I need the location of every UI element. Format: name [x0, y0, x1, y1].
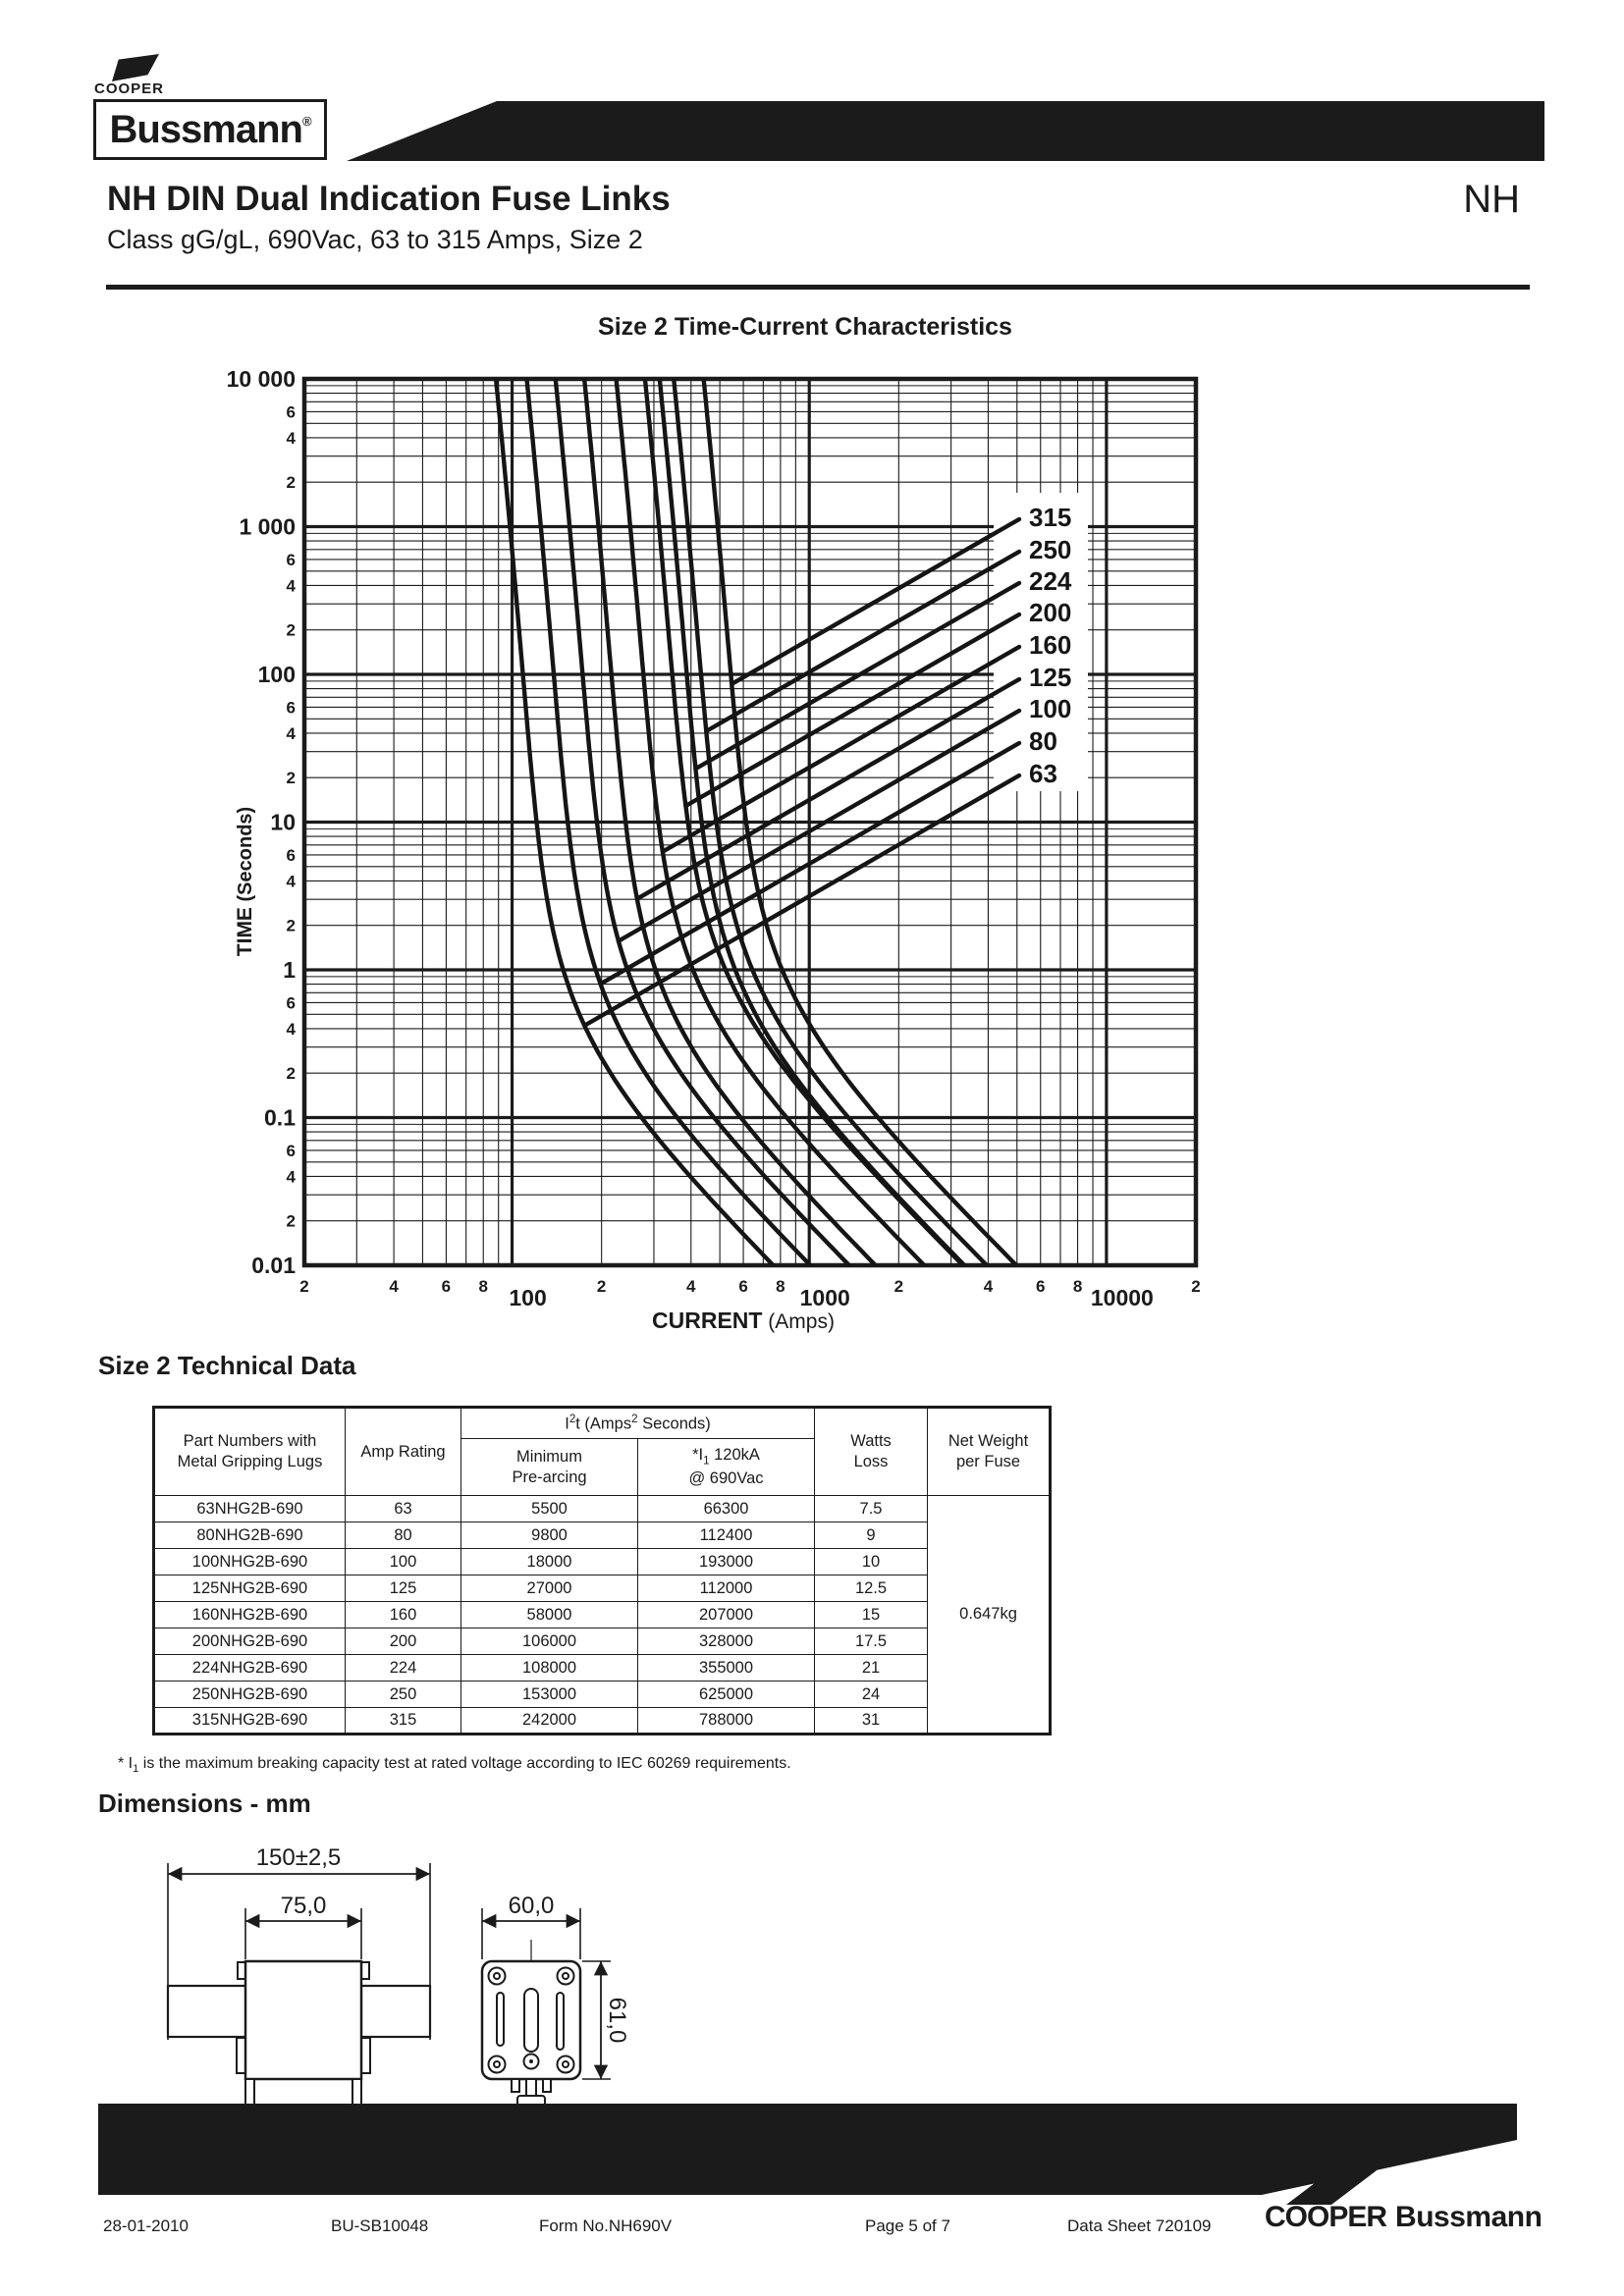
table-row — [154, 1682, 1051, 1708]
x-tick-label: 2 — [1191, 1277, 1201, 1296]
bussmann-wordmark: Bussmann — [109, 107, 302, 151]
min-prearcing-cell: 27000 — [461, 1575, 638, 1602]
amp-rating-cell: 63 — [346, 1496, 461, 1522]
cooper-bussmann-logo — [1265, 2201, 1542, 2234]
fuse-curves — [496, 379, 1023, 1273]
table-footnote: * $I_1$ is the maximum breaking capacity test at rated voltage according to IEC 60269 requirements. — [118, 1755, 791, 1776]
y-tick-label: 6 — [286, 993, 296, 1013]
watts-loss-cell: 21 — [815, 1655, 928, 1682]
min-prearcing-cell: 153000 — [461, 1682, 638, 1708]
footer-date: 28-01-2010 — [103, 2216, 189, 2235]
i1-cell: 625000 — [638, 1682, 815, 1708]
striker-tab-right — [543, 2079, 551, 2092]
min-prearcing-cell: 9800 — [461, 1522, 638, 1549]
striker-pin — [526, 2079, 536, 2096]
x-axis-title-main: CURRENT — [652, 1308, 763, 1333]
watts-loss-cell: 24 — [815, 1682, 928, 1708]
fuse-body-front — [245, 1961, 361, 2079]
y-tick-label: 4 — [286, 428, 296, 448]
amp-rating-cell: 250 — [346, 1682, 461, 1708]
part-number-cell: 100NHG2B-690 — [154, 1549, 346, 1575]
curve-315 — [704, 379, 1024, 1273]
watts-loss-cell: 12.5 — [815, 1575, 928, 1602]
i1-cell: 788000 — [638, 1708, 815, 1735]
y-tick-label: 6 — [286, 402, 296, 422]
net-weight-cell: 0.647kg — [928, 1496, 1051, 1735]
part-number-cell: 200NHG2B-690 — [154, 1629, 346, 1655]
foot-right — [352, 2079, 361, 2107]
part-number-cell: 125NHG2B-690 — [154, 1575, 346, 1602]
footer-datasheet-number: Data Sheet 720109 — [1067, 2216, 1212, 2235]
part-number-cell: 80NHG2B-690 — [154, 1522, 346, 1549]
col-header-i2t: $I^2t$ (Amps$^2$ Seconds) — [461, 1408, 815, 1439]
amp-rating-cell: 224 — [346, 1655, 461, 1682]
x-tick-label: 6 — [441, 1277, 452, 1296]
y-tick-label: 100 — [257, 662, 296, 687]
bussmann-logo-text: Bussmann — [1395, 2201, 1543, 2233]
dimension-drawing-side-view — [482, 1893, 630, 2122]
y-axis-title-main: TIME — [234, 907, 256, 957]
curve-250 — [674, 379, 994, 1273]
min-prearcing-cell: 106000 — [461, 1629, 638, 1655]
curve-label-160: 160 — [1029, 630, 1072, 660]
dim-label-depth: 60,0 — [508, 1893, 555, 1919]
x-tick-label: 1000 — [799, 1285, 850, 1310]
part-number-cell: 160NHG2B-690 — [154, 1602, 346, 1629]
amp-rating-cell: 315 — [346, 1708, 461, 1735]
y-axis-title-unit: (Seconds) — [235, 806, 256, 908]
table-row — [154, 1655, 1051, 1682]
x-tick-label: 4 — [686, 1277, 696, 1296]
i1-cell: 66300 — [638, 1496, 815, 1522]
page-subtitle: Class gG/gL, 690Vac, 63 to 315 Amps, Size 2 — [107, 225, 643, 254]
table-row — [154, 1575, 1051, 1602]
col-header-i1-breaking: $*I_1$ 120kA @ 690Vac — [638, 1439, 815, 1496]
curve-label-80: 80 — [1029, 726, 1057, 756]
col-header-net-weight: Net Weight per Fuse — [928, 1408, 1051, 1496]
x-tick-label: 6 — [738, 1277, 748, 1296]
curve-label-125: 125 — [1029, 663, 1072, 692]
y-tick-label: 10 000 — [226, 366, 296, 392]
y-tick-label: 10 — [270, 809, 296, 835]
i1-cell: 112400 — [638, 1522, 815, 1549]
x-tick-label: 4 — [983, 1277, 994, 1296]
y-tick-label: 6 — [286, 1141, 296, 1160]
i1-cell: 112000 — [638, 1575, 815, 1602]
amp-rating-cell: 200 — [346, 1629, 461, 1655]
y-axis-title — [234, 807, 256, 956]
part-number-cell: 315NHG2B-690 — [154, 1708, 346, 1735]
curve-160 — [617, 379, 932, 1273]
curve-label-250: 250 — [1029, 535, 1072, 564]
watts-loss-cell: 15 — [815, 1602, 928, 1629]
amp-rating-cell: 100 — [346, 1549, 461, 1575]
x-axis-title-unit: (Amps) — [762, 1310, 835, 1333]
y-tick-label: 2 — [286, 916, 296, 935]
page-title: NH DIN Dual Indication Fuse Links — [107, 180, 671, 218]
footer-bar — [98, 2104, 1517, 2195]
registered-mark: ® — [301, 113, 311, 129]
table-row — [154, 1708, 1051, 1735]
part-number-cell: 224NHG2B-690 — [154, 1655, 346, 1682]
watts-loss-cell: 10 — [815, 1549, 928, 1575]
i1-cell: 193000 — [638, 1549, 815, 1575]
x-tick-label: 2 — [596, 1277, 607, 1296]
col-header-min-prearcing: Minimum Pre-arcing — [461, 1439, 638, 1496]
x-tick-label: 2 — [299, 1277, 309, 1296]
min-prearcing-cell: 242000 — [461, 1708, 638, 1735]
x-tick-label: 4 — [389, 1277, 399, 1296]
part-number-cell: 250NHG2B-690 — [154, 1682, 346, 1708]
y-tick-label: 0.01 — [251, 1253, 296, 1278]
part-number-cell: 63NHG2B-690 — [154, 1496, 346, 1522]
y-tick-label: 2 — [286, 1064, 296, 1084]
min-prearcing-cell: 108000 — [461, 1655, 638, 1682]
curve-label-224: 224 — [1029, 566, 1072, 596]
footer-page-number: Page 5 of 7 — [865, 2216, 950, 2235]
table-row — [154, 1602, 1051, 1629]
y-tick-label: 2 — [286, 620, 296, 640]
min-prearcing-cell: 18000 — [461, 1549, 638, 1575]
y-tick-label: 1 — [283, 957, 296, 983]
dim-label-height: 61,0 — [604, 1997, 630, 2044]
y-tick-label: 6 — [286, 698, 296, 718]
table-row — [154, 1629, 1051, 1655]
i1-cell: 355000 — [638, 1655, 815, 1682]
dimension-drawing-front-view — [168, 1844, 430, 2107]
dimensions-heading: Dimensions - mm — [98, 1789, 311, 1818]
i1-cell: 328000 — [638, 1629, 815, 1655]
x-tick-label: 8 — [478, 1277, 488, 1296]
y-tick-label: 6 — [286, 845, 296, 865]
y-tick-label: 0.1 — [264, 1104, 296, 1131]
footer-doc-code: BU-SB10048 — [331, 2216, 429, 2235]
y-tick-label: 2 — [286, 1211, 296, 1231]
table-row — [154, 1496, 1051, 1522]
x-tick-label: 8 — [776, 1277, 785, 1296]
footer-form-number: Form No.NH690V — [539, 2216, 673, 2235]
y-tick-label: 6 — [286, 550, 296, 569]
technical-data-heading: Size 2 Technical Data — [98, 1351, 356, 1380]
x-axis-title — [652, 1308, 835, 1333]
x-tick-label: 10000 — [1090, 1285, 1154, 1310]
y-tick-label: 2 — [286, 769, 296, 788]
x-tick-label: 6 — [1036, 1277, 1046, 1296]
y-tick-label: 1 000 — [239, 513, 296, 540]
min-prearcing-cell: 58000 — [461, 1602, 638, 1629]
curve-label-200: 200 — [1029, 598, 1072, 627]
watts-loss-cell: 7.5 — [815, 1496, 928, 1522]
col-header-amp-rating: Amp Rating — [346, 1408, 461, 1496]
foot-left — [245, 2079, 254, 2107]
y-tick-label: 4 — [286, 872, 296, 891]
amp-rating-cell: 160 — [346, 1602, 461, 1629]
dim-label-overall-width: 150±2,5 — [255, 1844, 342, 1871]
col-header-part-numbers: Part Numbers with Metal Gripping Lugs — [154, 1408, 346, 1496]
y-tick-label: 4 — [286, 1167, 296, 1187]
corner-code-nh: NH — [1463, 178, 1520, 221]
watts-loss-cell: 9 — [815, 1522, 928, 1549]
y-tick-label: 4 — [286, 576, 296, 596]
amp-rating-cell: 125 — [346, 1575, 461, 1602]
table-row — [154, 1522, 1051, 1549]
i1-cell: 207000 — [638, 1602, 815, 1629]
technical-data-table — [152, 1406, 1052, 1735]
chart-title: Size 2 Time-Current Characteristics — [598, 313, 1012, 341]
y-tick-label: 2 — [286, 473, 296, 493]
dim-label-body-width: 75,0 — [280, 1893, 327, 1919]
x-tick-label: 100 — [509, 1285, 547, 1310]
min-prearcing-cell: 5500 — [461, 1496, 638, 1522]
cooper-wordmark: COOPER — [94, 80, 165, 97]
amp-rating-cell: 80 — [346, 1522, 461, 1549]
table-row — [154, 1549, 1051, 1575]
curve-label-100: 100 — [1029, 694, 1072, 723]
col-header-watts-loss: Watts Loss — [815, 1408, 928, 1496]
watts-loss-cell: 31 — [815, 1708, 928, 1735]
curve-label-315: 315 — [1029, 503, 1072, 532]
striker-tab-left — [512, 2079, 519, 2092]
x-tick-label: 2 — [893, 1277, 904, 1296]
x-tick-label: 8 — [1072, 1277, 1083, 1296]
y-tick-label: 4 — [286, 723, 296, 743]
y-tick-label: 4 — [286, 1019, 296, 1039]
cooper-logo-text: COOPER — [1265, 2201, 1387, 2233]
curve-label-63: 63 — [1029, 759, 1057, 788]
watts-loss-cell: 17.5 — [815, 1629, 928, 1655]
